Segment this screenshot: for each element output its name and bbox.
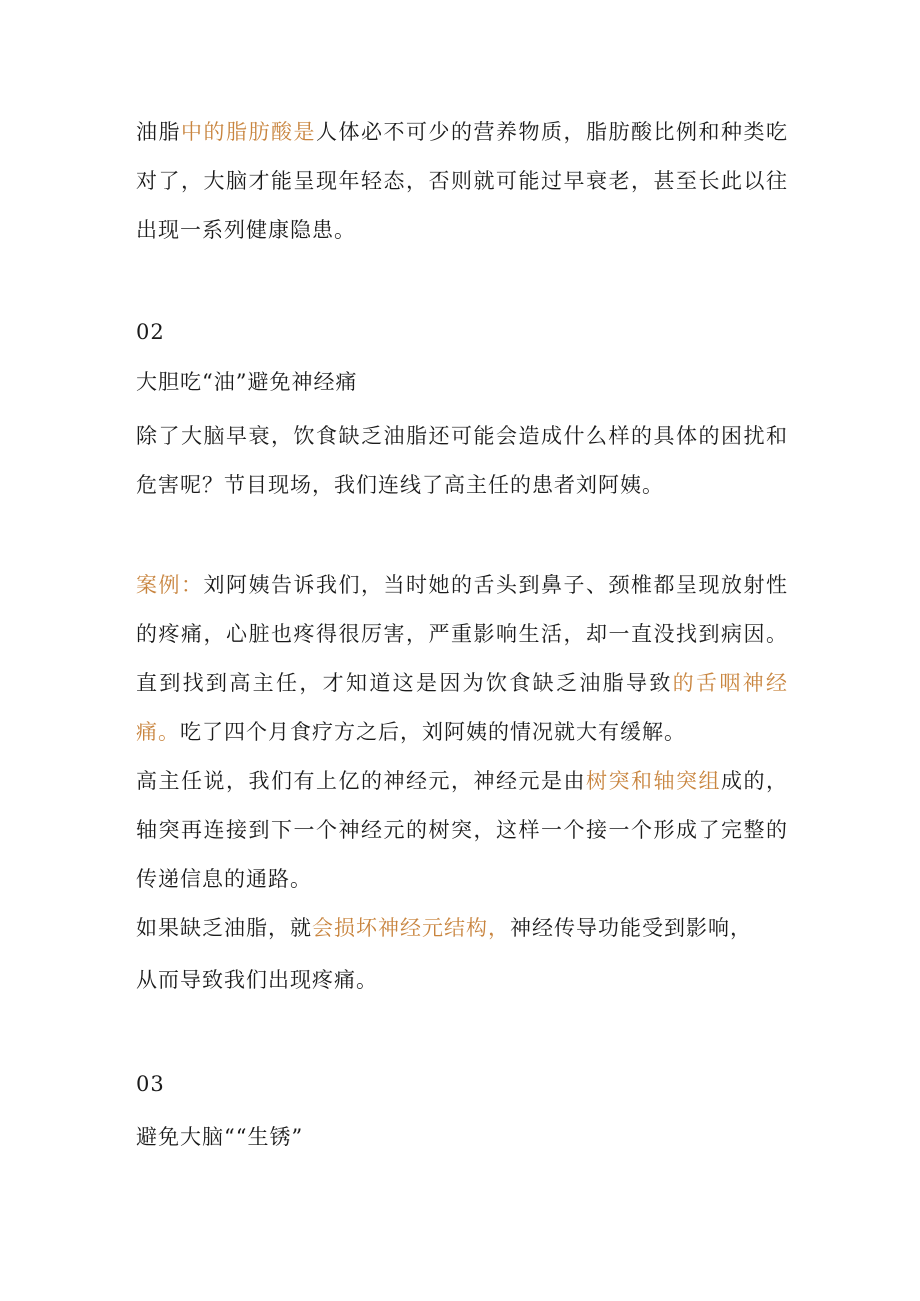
text: 人体必不可少的营养物质，脂肪酸比例和种类吃对了，大脑才能呈现年轻态，否则就可能过早衰老，甚至长此以往出现一系列健康隐患。: [136, 120, 788, 242]
highlight-text: 会损坏神经元结构，: [312, 916, 510, 940]
paragraph-lack-oil: [136, 904, 788, 953]
paragraph-pain: 从而导致我们出现疼痛。: [136, 968, 378, 992]
text: 神经传导功能受到影响，: [510, 916, 752, 940]
text: 如果缺乏油脂，就: [136, 916, 312, 940]
paragraph-neurons: [136, 757, 788, 904]
paragraph-case: [136, 561, 788, 757]
paragraph-fatty-acids: [136, 108, 788, 255]
highlight-text: 的舌咽神经痛。: [136, 671, 789, 744]
section-number-02: 02: [136, 320, 165, 344]
highlight-text: 树突和轴突组: [586, 769, 721, 793]
section-title-02: 大胆吃“油”避免神经痛: [136, 370, 358, 394]
case-label: 案例：: [136, 573, 204, 597]
text: 油脂: [136, 120, 181, 144]
text: 成的，轴突再连接到下一个神经元的树突，这样一个接一个形成了完整的传递信息的通路。: [136, 769, 788, 891]
section-title-03: 避免大脑““生锈”: [136, 1125, 304, 1149]
text: 吃了四个月食疗方之后，刘阿姨的情况就大有缓解。: [180, 720, 686, 744]
paragraph-intro-case: 除了大脑早衰，饮食缺乏油脂还可能会造成什么样的具体的困扰和危害呢？节目现场，我们连线了高主任的患者刘阿姨。: [136, 424, 788, 497]
text: 高主任说，我们有上亿的神经元，神经元是由: [136, 769, 586, 793]
section-number-03: 03: [136, 1072, 165, 1096]
text: 刘阿姨告诉我们，当时她的舌头到鼻子、颈椎都呈现放射性的疼痛，心脏也疼得很厉害，严重影响生活，却一直没找到病因。直到找到高主任，才知道这是因为饮食缺乏油脂导致: [136, 573, 788, 695]
highlight-text: 中的脂肪酸是: [181, 120, 316, 144]
